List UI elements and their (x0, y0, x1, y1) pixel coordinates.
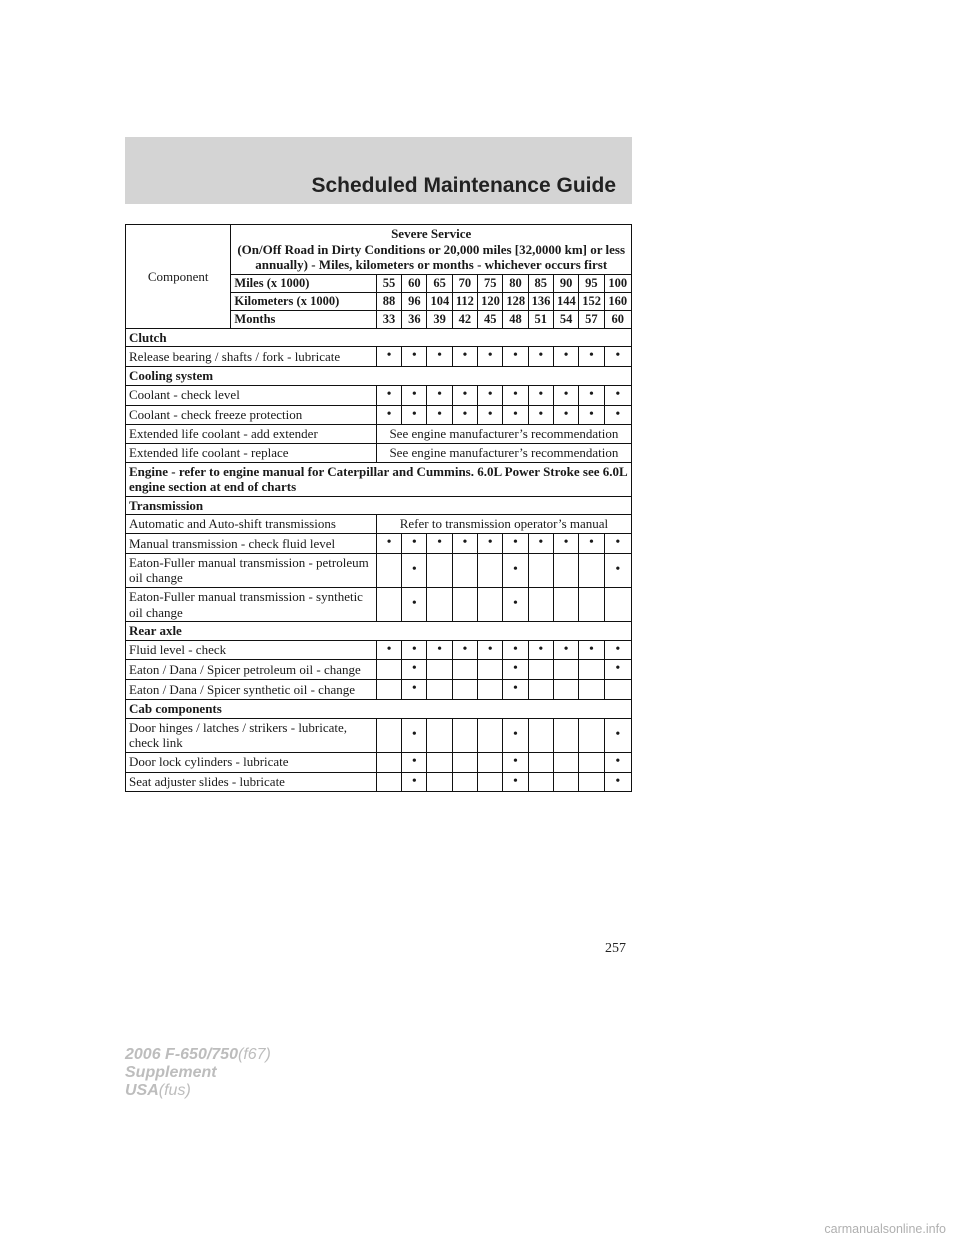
interval-value: 88 (376, 292, 401, 310)
empty-cell (452, 752, 477, 772)
table-row (126, 443, 632, 462)
interval-value: 152 (579, 292, 604, 310)
interval-value: 42 (452, 310, 477, 328)
service-bullet: • (478, 347, 503, 367)
service-bullet: • (604, 405, 631, 425)
table-row (126, 772, 632, 792)
service-bullet: • (503, 660, 528, 680)
empty-cell (376, 660, 401, 680)
service-bullet: • (503, 640, 528, 660)
table-row (126, 718, 632, 752)
component-label: Door lock cylinders - lubricate (126, 752, 377, 772)
component-label: Coolant - check level (126, 385, 377, 405)
empty-cell (528, 752, 553, 772)
empty-cell (452, 680, 477, 700)
service-bullet: • (553, 533, 578, 553)
service-bullet: • (528, 405, 553, 425)
service-bullet: • (478, 405, 503, 425)
interval-label-miles: Miles (x 1000) (231, 274, 376, 292)
empty-cell (579, 587, 604, 621)
section-row (126, 367, 632, 386)
empty-cell (528, 772, 553, 792)
empty-cell (478, 553, 503, 587)
service-note: See engine manufacturer’s recommendation (376, 443, 631, 462)
service-bullet: • (503, 752, 528, 772)
service-bullet: • (427, 385, 452, 405)
empty-cell (553, 660, 578, 680)
empty-cell (427, 587, 452, 621)
service-bullet: • (452, 385, 477, 405)
service-bullet: • (402, 680, 427, 700)
service-bullet: • (427, 533, 452, 553)
interval-value: 65 (427, 274, 452, 292)
empty-cell (553, 553, 578, 587)
footer (125, 1046, 271, 1100)
empty-cell (427, 680, 452, 700)
service-bullet: • (402, 587, 427, 621)
service-bullet: • (503, 385, 528, 405)
empty-cell (452, 660, 477, 680)
interval-value: 112 (452, 292, 477, 310)
header-band (125, 137, 632, 204)
service-bullet: • (376, 640, 401, 660)
component-label: Extended life coolant - add extender (126, 425, 377, 444)
empty-cell (579, 752, 604, 772)
section-row (126, 700, 632, 719)
table-row (126, 533, 632, 553)
service-bullet: • (452, 405, 477, 425)
service-bullet: • (376, 405, 401, 425)
section-title: Cooling system (126, 367, 632, 386)
interval-value: 48 (503, 310, 528, 328)
interval-value: 60 (402, 274, 427, 292)
severe-service-description: (On/Off Road in Dirty Conditions or 20,000 miles [32,0000 km] or less annually) - Miles, kilometers or months - whichever occurs first (237, 241, 626, 273)
empty-cell (427, 718, 452, 752)
interval-value: 45 (478, 310, 503, 328)
empty-cell (478, 680, 503, 700)
service-bullet: • (503, 405, 528, 425)
component-label: Manual transmission - check fluid level (126, 533, 377, 553)
service-bullet: • (553, 347, 578, 367)
component-label: Eaton / Dana / Spicer petroleum oil - change (126, 660, 377, 680)
page-number: 257 (605, 941, 626, 956)
interval-value: 136 (528, 292, 553, 310)
interval-value: 54 (553, 310, 578, 328)
empty-cell (579, 772, 604, 792)
service-bullet: • (604, 718, 631, 752)
component-label: Fluid level - check (126, 640, 377, 660)
header-row (126, 225, 632, 275)
service-bullet: • (579, 533, 604, 553)
service-bullet: • (604, 533, 631, 553)
interval-value: 128 (503, 292, 528, 310)
empty-cell (528, 660, 553, 680)
service-bullet: • (376, 533, 401, 553)
empty-cell (427, 772, 452, 792)
interval-value: 33 (376, 310, 401, 328)
service-bullet: • (528, 347, 553, 367)
empty-cell (579, 718, 604, 752)
section-title: Clutch (126, 328, 632, 347)
service-bullet: • (503, 533, 528, 553)
empty-cell (553, 772, 578, 792)
empty-cell (376, 752, 401, 772)
section-row (126, 622, 632, 641)
interval-value: 51 (528, 310, 553, 328)
watermark-text: carmanualsonline.info (824, 1222, 946, 1236)
service-bullet: • (503, 680, 528, 700)
empty-cell (427, 660, 452, 680)
service-bullet: • (478, 533, 503, 553)
empty-cell (478, 660, 503, 680)
service-bullet: • (376, 347, 401, 367)
interval-value: 144 (553, 292, 578, 310)
service-bullet: • (579, 347, 604, 367)
empty-cell (528, 587, 553, 621)
empty-cell (604, 680, 631, 700)
section-title: Rear axle (126, 622, 632, 641)
empty-cell (528, 553, 553, 587)
service-bullet: • (579, 385, 604, 405)
service-bullet: • (402, 660, 427, 680)
footer-model: 2006 F-650/750 (125, 1046, 238, 1063)
service-bullet: • (528, 533, 553, 553)
severe-service-title: Severe Service (391, 226, 472, 241)
service-bullet: • (402, 752, 427, 772)
service-bullet: • (402, 553, 427, 587)
empty-cell (553, 680, 578, 700)
service-bullet: • (604, 752, 631, 772)
empty-cell (528, 718, 553, 752)
service-bullet: • (427, 640, 452, 660)
service-bullet: • (553, 640, 578, 660)
service-bullet: • (402, 385, 427, 405)
empty-cell (579, 553, 604, 587)
section-row (126, 496, 632, 515)
service-bullet: • (579, 405, 604, 425)
service-bullet: • (376, 385, 401, 405)
section-title: Cab components (126, 700, 632, 719)
section-title: Engine - refer to engine manual for Caterpillar and Cummins. 6.0L Power Stroke see 6.0L engine section at end of charts (126, 462, 632, 496)
service-bullet: • (452, 640, 477, 660)
empty-cell (478, 752, 503, 772)
empty-cell (376, 772, 401, 792)
section-row (126, 462, 632, 496)
component-label: Release bearing / shafts / fork - lubricate (126, 347, 377, 367)
service-bullet: • (604, 640, 631, 660)
interval-value: 95 (579, 274, 604, 292)
service-bullet: • (604, 772, 631, 792)
empty-cell (376, 680, 401, 700)
service-bullet: • (503, 347, 528, 367)
interval-value: 120 (478, 292, 503, 310)
empty-cell (604, 587, 631, 621)
footer-market: USA (125, 1082, 159, 1099)
empty-cell (376, 718, 401, 752)
empty-cell (553, 752, 578, 772)
footer-line-3 (125, 1082, 271, 1100)
service-bullet: • (402, 772, 427, 792)
empty-cell (452, 553, 477, 587)
empty-cell (452, 772, 477, 792)
interval-value: 36 (402, 310, 427, 328)
table-row (126, 385, 632, 405)
empty-cell (478, 587, 503, 621)
service-bullet: • (604, 553, 631, 587)
table-row (126, 553, 632, 587)
interval-value: 80 (503, 274, 528, 292)
component-label: Extended life coolant - replace (126, 443, 377, 462)
service-note: See engine manufacturer’s recommendation (376, 425, 631, 444)
component-label: Eaton-Fuller manual transmission - synthetic oil change (126, 587, 377, 621)
interval-value: 90 (553, 274, 578, 292)
service-bullet: • (452, 533, 477, 553)
component-label: Door hinges / latches / strikers - lubricate, check link (126, 718, 377, 752)
service-bullet: • (452, 347, 477, 367)
service-bullet: • (402, 347, 427, 367)
table-row (126, 752, 632, 772)
interval-value: 96 (402, 292, 427, 310)
maintenance-schedule-table (125, 224, 632, 792)
service-bullet: • (478, 385, 503, 405)
interval-value: 85 (528, 274, 553, 292)
service-bullet: • (503, 718, 528, 752)
table-row (126, 425, 632, 444)
page-title: Scheduled Maintenance Guide (311, 174, 616, 197)
empty-cell (553, 718, 578, 752)
service-bullet: • (402, 405, 427, 425)
service-bullet: • (427, 405, 452, 425)
service-bullet: • (528, 385, 553, 405)
interval-value: 60 (604, 310, 631, 328)
section-row (126, 328, 632, 347)
empty-cell (376, 587, 401, 621)
interval-value: 39 (427, 310, 452, 328)
service-bullet: • (503, 587, 528, 621)
empty-cell (579, 680, 604, 700)
footer-line-2: Supplement (125, 1064, 217, 1081)
service-note: Refer to transmission operator’s manual (376, 515, 631, 534)
footer-model-code: (f67) (237, 1046, 271, 1063)
service-bullet: • (604, 347, 631, 367)
component-label: Eaton / Dana / Spicer synthetic oil - change (126, 680, 377, 700)
empty-cell (528, 680, 553, 700)
empty-cell (553, 587, 578, 621)
table-row (126, 660, 632, 680)
interval-value: 104 (427, 292, 452, 310)
empty-cell (478, 718, 503, 752)
empty-cell (579, 660, 604, 680)
service-bullet: • (402, 640, 427, 660)
table-row (126, 405, 632, 425)
component-label: Coolant - check freeze protection (126, 405, 377, 425)
service-bullet: • (402, 718, 427, 752)
table-row (126, 347, 632, 367)
empty-cell (452, 718, 477, 752)
empty-cell (427, 553, 452, 587)
service-bullet: • (478, 640, 503, 660)
empty-cell (376, 553, 401, 587)
interval-value: 70 (452, 274, 477, 292)
table-row (126, 640, 632, 660)
component-label: Eaton-Fuller manual transmission - petroleum oil change (126, 553, 377, 587)
table-row (126, 515, 632, 534)
section-title: Transmission (126, 496, 632, 515)
empty-cell (427, 752, 452, 772)
interval-value: 55 (376, 274, 401, 292)
service-bullet: • (604, 660, 631, 680)
component-header: Component (126, 225, 231, 329)
interval-value: 75 (478, 274, 503, 292)
severe-service-header (231, 225, 632, 275)
empty-cell (478, 772, 503, 792)
service-bullet: • (427, 347, 452, 367)
service-bullet: • (553, 385, 578, 405)
service-bullet: • (604, 385, 631, 405)
footer-line-1 (125, 1046, 271, 1064)
table-row (126, 680, 632, 700)
interval-value: 100 (604, 274, 631, 292)
service-bullet: • (503, 553, 528, 587)
service-bullet: • (528, 640, 553, 660)
service-bullet: • (579, 640, 604, 660)
interval-label-km: Kilometers (x 1000) (231, 292, 376, 310)
component-label: Seat adjuster slides - lubricate (126, 772, 377, 792)
service-bullet: • (402, 533, 427, 553)
service-bullet: • (553, 405, 578, 425)
table-row (126, 587, 632, 621)
interval-value: 57 (579, 310, 604, 328)
empty-cell (452, 587, 477, 621)
service-bullet: • (503, 772, 528, 792)
component-label: Automatic and Auto-shift transmissions (126, 515, 377, 534)
interval-value: 160 (604, 292, 631, 310)
footer-market-code: (fus) (158, 1082, 191, 1099)
interval-label-months: Months (231, 310, 376, 328)
